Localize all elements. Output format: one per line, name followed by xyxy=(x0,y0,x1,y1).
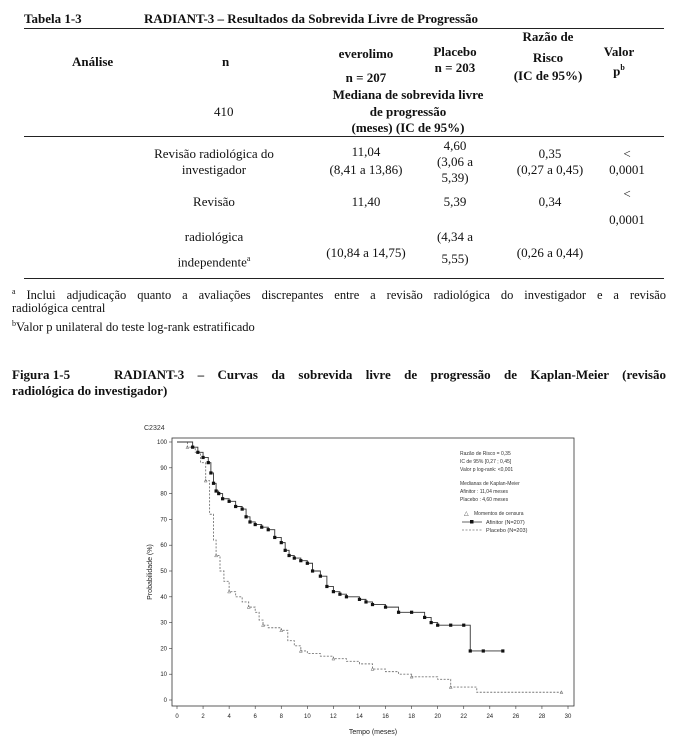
y-tick-label: 30 xyxy=(160,620,167,627)
row2-placebo-3: 5,55) xyxy=(441,251,469,266)
col-placebo-n: n = 203 xyxy=(434,60,476,75)
row2-everolimo-2: (10,84 a 14,75) xyxy=(326,245,406,260)
y-tick-label: 100 xyxy=(156,440,167,446)
afinitor-censor-mark xyxy=(284,549,287,552)
legend-afinitor-marker-icon xyxy=(470,520,474,524)
row1-everolimo-1: 11,04 xyxy=(351,144,381,159)
afinitor-censor-mark xyxy=(196,451,199,454)
afinitor-censor-mark xyxy=(221,497,224,500)
afinitor-censor-mark xyxy=(293,557,296,560)
annotation-km-placebo: Placebo : 4,60 meses xyxy=(460,497,509,503)
y-tick-label: 10 xyxy=(160,672,167,679)
afinitor-censor-mark xyxy=(207,461,210,464)
afinitor-censor-mark xyxy=(191,446,194,449)
y-tick-label: 80 xyxy=(160,491,167,498)
x-tick-label: 24 xyxy=(486,714,494,720)
mediana-3: (meses) (IC de 95%) xyxy=(351,120,465,135)
y-tick-label: 50 xyxy=(160,569,167,575)
afinitor-censor-mark xyxy=(306,562,309,565)
footnote-a-line2: radiológica central xyxy=(12,301,106,315)
afinitor-censor-mark xyxy=(397,611,400,614)
afinitor-censor-mark xyxy=(299,559,302,562)
row1-placebo-1: 4,60 xyxy=(443,138,467,153)
x-tick-label: 28 xyxy=(538,714,546,720)
afinitor-censor-mark xyxy=(254,523,257,526)
row2-hr-1: 0,34 xyxy=(538,194,562,209)
row1-placebo-3: 5,39) xyxy=(441,170,469,185)
col-analise: Análise xyxy=(72,54,114,69)
row2-p-2: 0,0001 xyxy=(609,212,645,227)
col-razao-1: Razão de xyxy=(522,29,574,44)
legend-censor-marker-icon: △ xyxy=(464,511,469,517)
afinitor-censor-mark xyxy=(469,649,472,652)
afinitor-censor-mark xyxy=(449,624,452,627)
placebo-censor-mark xyxy=(215,554,218,557)
afinitor-censor-mark xyxy=(410,611,413,614)
y-tick-label: 0 xyxy=(163,698,167,704)
afinitor-censor-mark xyxy=(212,482,215,485)
placebo-censor-mark xyxy=(332,657,335,660)
row1-everolimo-2: (8,41 a 13,86) xyxy=(329,162,403,177)
row2-label-1: Revisão xyxy=(193,194,235,209)
x-tick-label: 8 xyxy=(279,714,283,720)
afinitor-censor-mark xyxy=(217,492,220,495)
col-placebo: Placebo xyxy=(433,44,477,59)
y-tick-label: 40 xyxy=(160,594,167,601)
afinitor-censor-mark xyxy=(287,554,290,557)
afinitor-censor-mark xyxy=(319,575,322,578)
afinitor-censor-mark xyxy=(280,541,283,544)
x-tick-label: 6 xyxy=(253,714,257,720)
x-tick-label: 12 xyxy=(330,714,337,720)
legend-placebo-label: Placebo (N=203) xyxy=(486,528,528,534)
footnote-b-sup: b xyxy=(12,319,16,328)
placebo-censor-mark xyxy=(228,590,231,593)
row2-p-1: < xyxy=(623,186,631,201)
x-tick-label: 0 xyxy=(175,714,179,720)
afinitor-censor-mark xyxy=(430,621,433,624)
y-tick-label: 70 xyxy=(160,517,167,524)
placebo-curve xyxy=(177,442,561,692)
afinitor-censor-mark xyxy=(358,598,361,601)
afinitor-censor-mark xyxy=(332,590,335,593)
afinitor-censor-mark xyxy=(325,585,328,588)
row2-label-2: radiológica xyxy=(184,229,244,244)
table-bottom-rule xyxy=(24,278,664,279)
annotation-km-afinitor: Afinitor : 11,04 meses xyxy=(460,489,508,495)
col-n-total: 410 xyxy=(214,104,234,119)
legend-afinitor-label: Afinitor (N=207) xyxy=(486,520,525,526)
afinitor-censor-mark xyxy=(201,456,204,459)
row1-label-1: Revisão radiológica do xyxy=(154,146,274,161)
x-tick-label: 4 xyxy=(227,714,231,720)
afinitor-censor-mark xyxy=(244,515,247,518)
row1-p-2: 0,0001 xyxy=(609,162,645,177)
footnote-a-sup: a xyxy=(12,287,16,296)
afinitor-censor-mark xyxy=(228,500,231,503)
placebo-censor-mark xyxy=(247,606,250,609)
col-razao-2: Risco xyxy=(532,50,564,65)
afinitor-censor-mark xyxy=(260,526,263,529)
afinitor-censor-mark xyxy=(234,505,237,508)
afinitor-censor-mark xyxy=(436,624,439,627)
figure-label: Figura 1-5 xyxy=(12,367,71,382)
afinitor-censor-mark xyxy=(241,507,244,510)
afinitor-curve xyxy=(177,442,503,651)
figure-title-line1: RADIANT-3 – Curvas da sobrevida livre de progressão de Kaplan-Meier (revisão xyxy=(114,367,666,382)
x-tick-label: 2 xyxy=(201,714,205,720)
chart-corner-label: C2324 xyxy=(144,425,165,432)
x-tick-label: 18 xyxy=(408,714,415,720)
plot-frame xyxy=(172,438,574,706)
figure-title-line2: radiológica do investigador) xyxy=(12,383,168,398)
afinitor-censor-mark xyxy=(482,649,485,652)
legend-censor-label: Momentos de censura xyxy=(474,511,524,517)
footnote-a-line1: $^a$ Inclui adjudicação quanto a avaliações discrepantes entre a revisão radiológica do investigador e a revisão xyxy=(12,287,666,303)
x-tick-label: 14 xyxy=(356,714,363,720)
stats-annotation xyxy=(460,451,520,503)
x-tick-label: 16 xyxy=(382,714,389,720)
mediana-2: de progressão xyxy=(369,104,447,119)
mediana-1: Mediana de sobrevida livre xyxy=(332,87,484,102)
col-valor-2: $p^b$ xyxy=(613,63,625,79)
col-everolimo: everolimo xyxy=(338,46,394,61)
y-tick-label: 60 xyxy=(160,543,167,550)
afinitor-censor-mark xyxy=(384,606,387,609)
y-tick-label: 20 xyxy=(160,646,167,653)
annotation-km-title: Medianas de Kaplan-Meier xyxy=(460,481,520,487)
x-tick-label: 20 xyxy=(434,714,442,720)
chart-legend xyxy=(462,511,528,534)
afinitor-censor-mark xyxy=(364,600,367,603)
row1-hr-2: (0,27 a 0,45) xyxy=(516,162,584,177)
afinitor-censor-mark xyxy=(311,569,314,572)
afinitor-censor-mark xyxy=(273,536,276,539)
afinitor-censor-mark xyxy=(209,471,212,474)
km-chart xyxy=(130,418,590,738)
annotation-ci: IC de 95% [0,27 ; 0,45] xyxy=(460,459,512,465)
footnote-b: $^b$Valor p unilateral do teste log-rank estratificado xyxy=(12,319,255,335)
y-axis-label: Probabilidade (%) xyxy=(147,544,154,600)
row1-hr-1: 0,35 xyxy=(538,146,562,161)
table-header-rule xyxy=(24,136,664,137)
afinitor-censor-mark xyxy=(338,593,341,596)
col-n: n xyxy=(222,54,230,69)
row2-label-sup: a xyxy=(246,254,251,263)
curves xyxy=(177,442,563,694)
afinitor-censor-mark xyxy=(248,520,251,523)
annotation-hr: Razão de Risco = 0,35 xyxy=(460,451,511,457)
afinitor-censor-mark xyxy=(423,616,426,619)
x-tick-label: 22 xyxy=(460,714,468,720)
col-valor-sup: b xyxy=(620,63,625,72)
row1-label-2: investigador xyxy=(181,162,247,177)
afinitor-censor-mark xyxy=(267,528,270,531)
x-tick-label: 10 xyxy=(303,714,311,720)
afinitor-censor-mark xyxy=(345,595,348,598)
x-tick-label: 30 xyxy=(564,714,572,720)
annotation-p: Valor p log-rank: <0,001 xyxy=(460,467,514,473)
row2-placebo-2: (4,34 a xyxy=(436,229,474,244)
y-tick-label: 90 xyxy=(160,465,167,472)
afinitor-censor-mark xyxy=(462,624,465,627)
afinitor-censor-mark xyxy=(501,649,504,652)
x-axis-label: Tempo (meses) xyxy=(348,729,398,736)
row1-p-1: < xyxy=(623,146,631,161)
row2-hr-2: (0,26 a 0,44) xyxy=(516,245,584,260)
col-everolimo-n: n = 207 xyxy=(345,70,387,85)
x-tick-label: 26 xyxy=(512,714,520,720)
col-valor-1: Valor xyxy=(603,44,635,59)
row2-placebo-1: 5,39 xyxy=(443,194,467,209)
row1-placebo-2: (3,06 a xyxy=(436,154,474,169)
table-label: Tabela 1-3 xyxy=(24,11,82,26)
placebo-censor-mark xyxy=(280,629,283,632)
table-title: RADIANT-3 – Resultados da Sobrevida Livre de Progressão xyxy=(144,11,479,26)
row2-label-3: independente$^a$ xyxy=(177,254,251,270)
row2-everolimo-1: 11,40 xyxy=(351,194,381,209)
col-razao-3: (IC de 95%) xyxy=(513,68,583,83)
afinitor-censor-mark xyxy=(371,603,374,606)
